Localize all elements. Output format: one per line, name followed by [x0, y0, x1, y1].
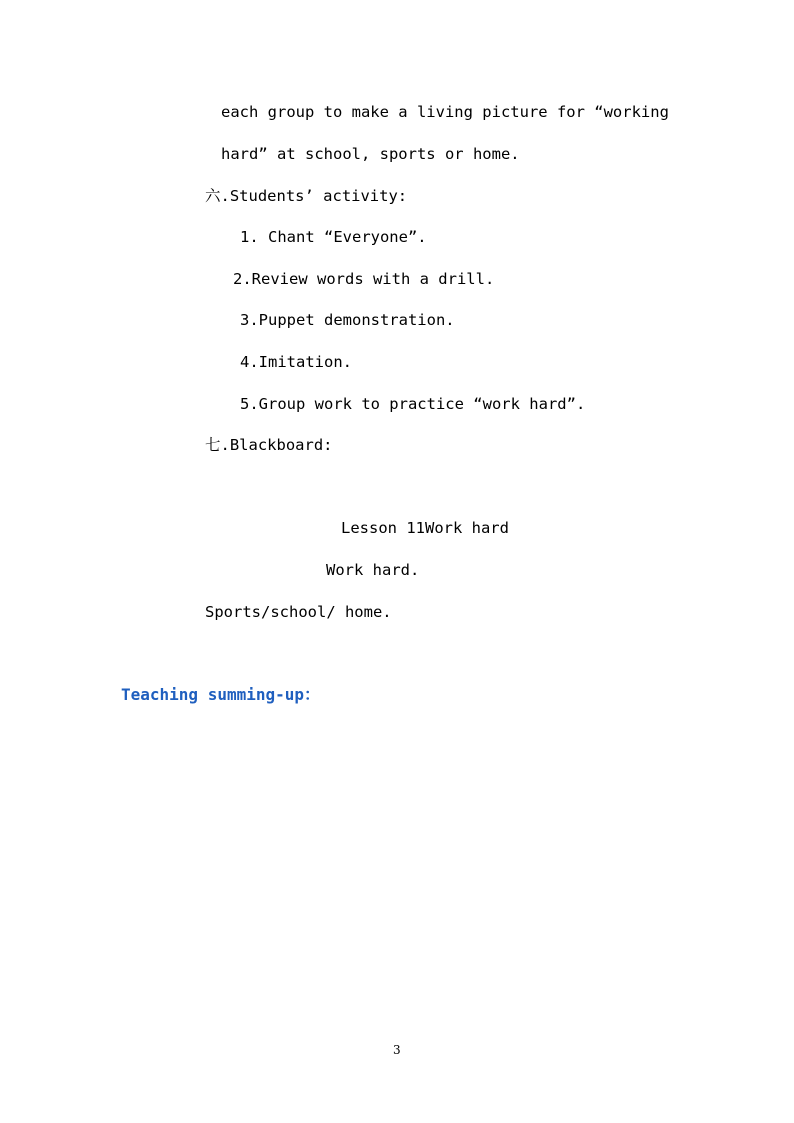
teaching-summary-heading: Teaching summing-up： [121, 685, 321, 704]
body-line-group-task: each group to make a living picture for “working [221, 103, 669, 121]
blackboard-items: Sports/school/ home. [205, 603, 392, 621]
body-line-working-hard: hard” at school, sports or home. [221, 145, 520, 163]
section-heading-students-activity: 六.Students’ activity: [205, 187, 408, 205]
activity-item-4: 4.Imitation. [240, 353, 352, 371]
activity-item-1: 1. Chant “Everyone”. [240, 228, 427, 246]
blackboard-title: Lesson 11Work hard [341, 519, 509, 537]
activity-item-5: 5.Group work to practice “work hard”. [240, 395, 586, 413]
activity-item-2: 2.Review words with a drill. [233, 270, 495, 288]
page-number: 3 [393, 1043, 401, 1057]
activity-item-3: 3.Puppet demonstration. [240, 311, 455, 329]
blackboard-subtitle: Work hard. [326, 561, 420, 579]
section-heading-blackboard: 七.Blackboard: [205, 436, 333, 454]
